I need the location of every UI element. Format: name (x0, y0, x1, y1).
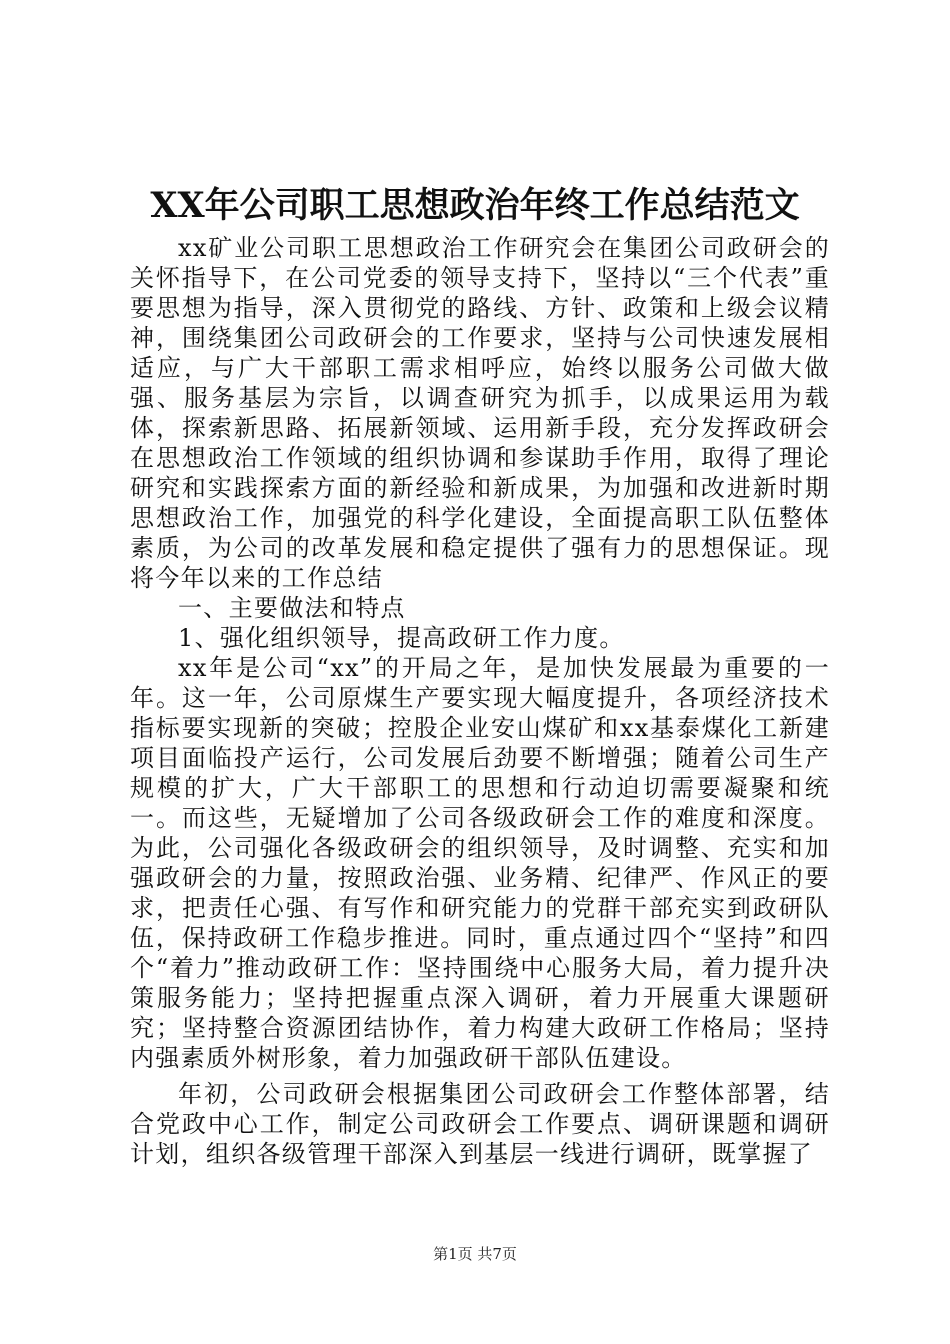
subsection-heading: 1、强化组织领导，提高政研工作力度。 (178, 624, 625, 652)
section-heading: 一、主要做法和特点 (178, 594, 406, 622)
page-footer: 第1页 共7页 (433, 1245, 517, 1263)
paragraph-body-continued: 年初，公司政研会根据集团公司政研会工作整体部署，结合党政中心工作，制定公司政研会工作要点、调研课题和调研计划，组织各级管理干部深入到基层一线进行调研，既掌握了 (130, 1080, 830, 1168)
document-title: XX年公司职工思想政治年终工作总结范文 (150, 185, 800, 226)
document-body (130, 233, 830, 1169)
paragraph-intro: xx矿业公司职工思想政治工作研究会在集团公司政研会的关怀指导下，在公司党委的领导支持下，坚持以“三个代表”重要思想为指导，深入贯彻党的路线、方针、政策和上级会议精神，围绕集团公司政研会的工作要求，坚持与公司快速发展相适应，与广大干部职工需求相呼应，始终以服务公司做大做强、服务基层为宗旨，以调查研究为抓手，以成果运用为载体，探索新思路、拓展新领域、运用新手段，充分发挥政研会在思想政治工作领域的组织协调和参谋助手作用，取得了理论研究和实践探索方面的新经验和新成果，为加强和改进新时期思想政治工作，加强党的科学化建设，全面提高职工队伍整体素质，为公司的改革发展和稳定提供了强有力的思想保证。现将今年以来的工作总结 (130, 234, 830, 592)
paragraph-body: xx年是公司“xx”的开局之年，是加快发展最为重要的一年。这一年，公司原煤生产要实现大幅度提升，各项经济技术指标要实现新的突破；控股企业安山煤矿和xx基泰煤化工新建项目面临投产运行，公司发展后劲要不断增强；随着公司生产规模的扩大，广大干部职工的思想和行动迫切需要凝聚和统一。而这些，无疑增加了公司各级政研会工作的难度和深度。为此，公司强化各级政研会的组织领导，及时调整、充实和加强政研会的力量，按照政治强、业务精、纪律严、作风正的要求，把责任心强、有写作和研究能力的党群干部充实到政研队伍，保持政研工作稳步推进。同时，重点通过四个“坚持”和四个“着力”推动政研工作：坚持围绕中心服务大局，着力提升决策服务能力；坚持把握重点深入调研，着力开展重大课题研究；坚持整合资源团结协作，着力构建大政研工作格局；坚持内强素质外树形象，着力加强政研干部队伍建设。 (130, 654, 830, 1072)
